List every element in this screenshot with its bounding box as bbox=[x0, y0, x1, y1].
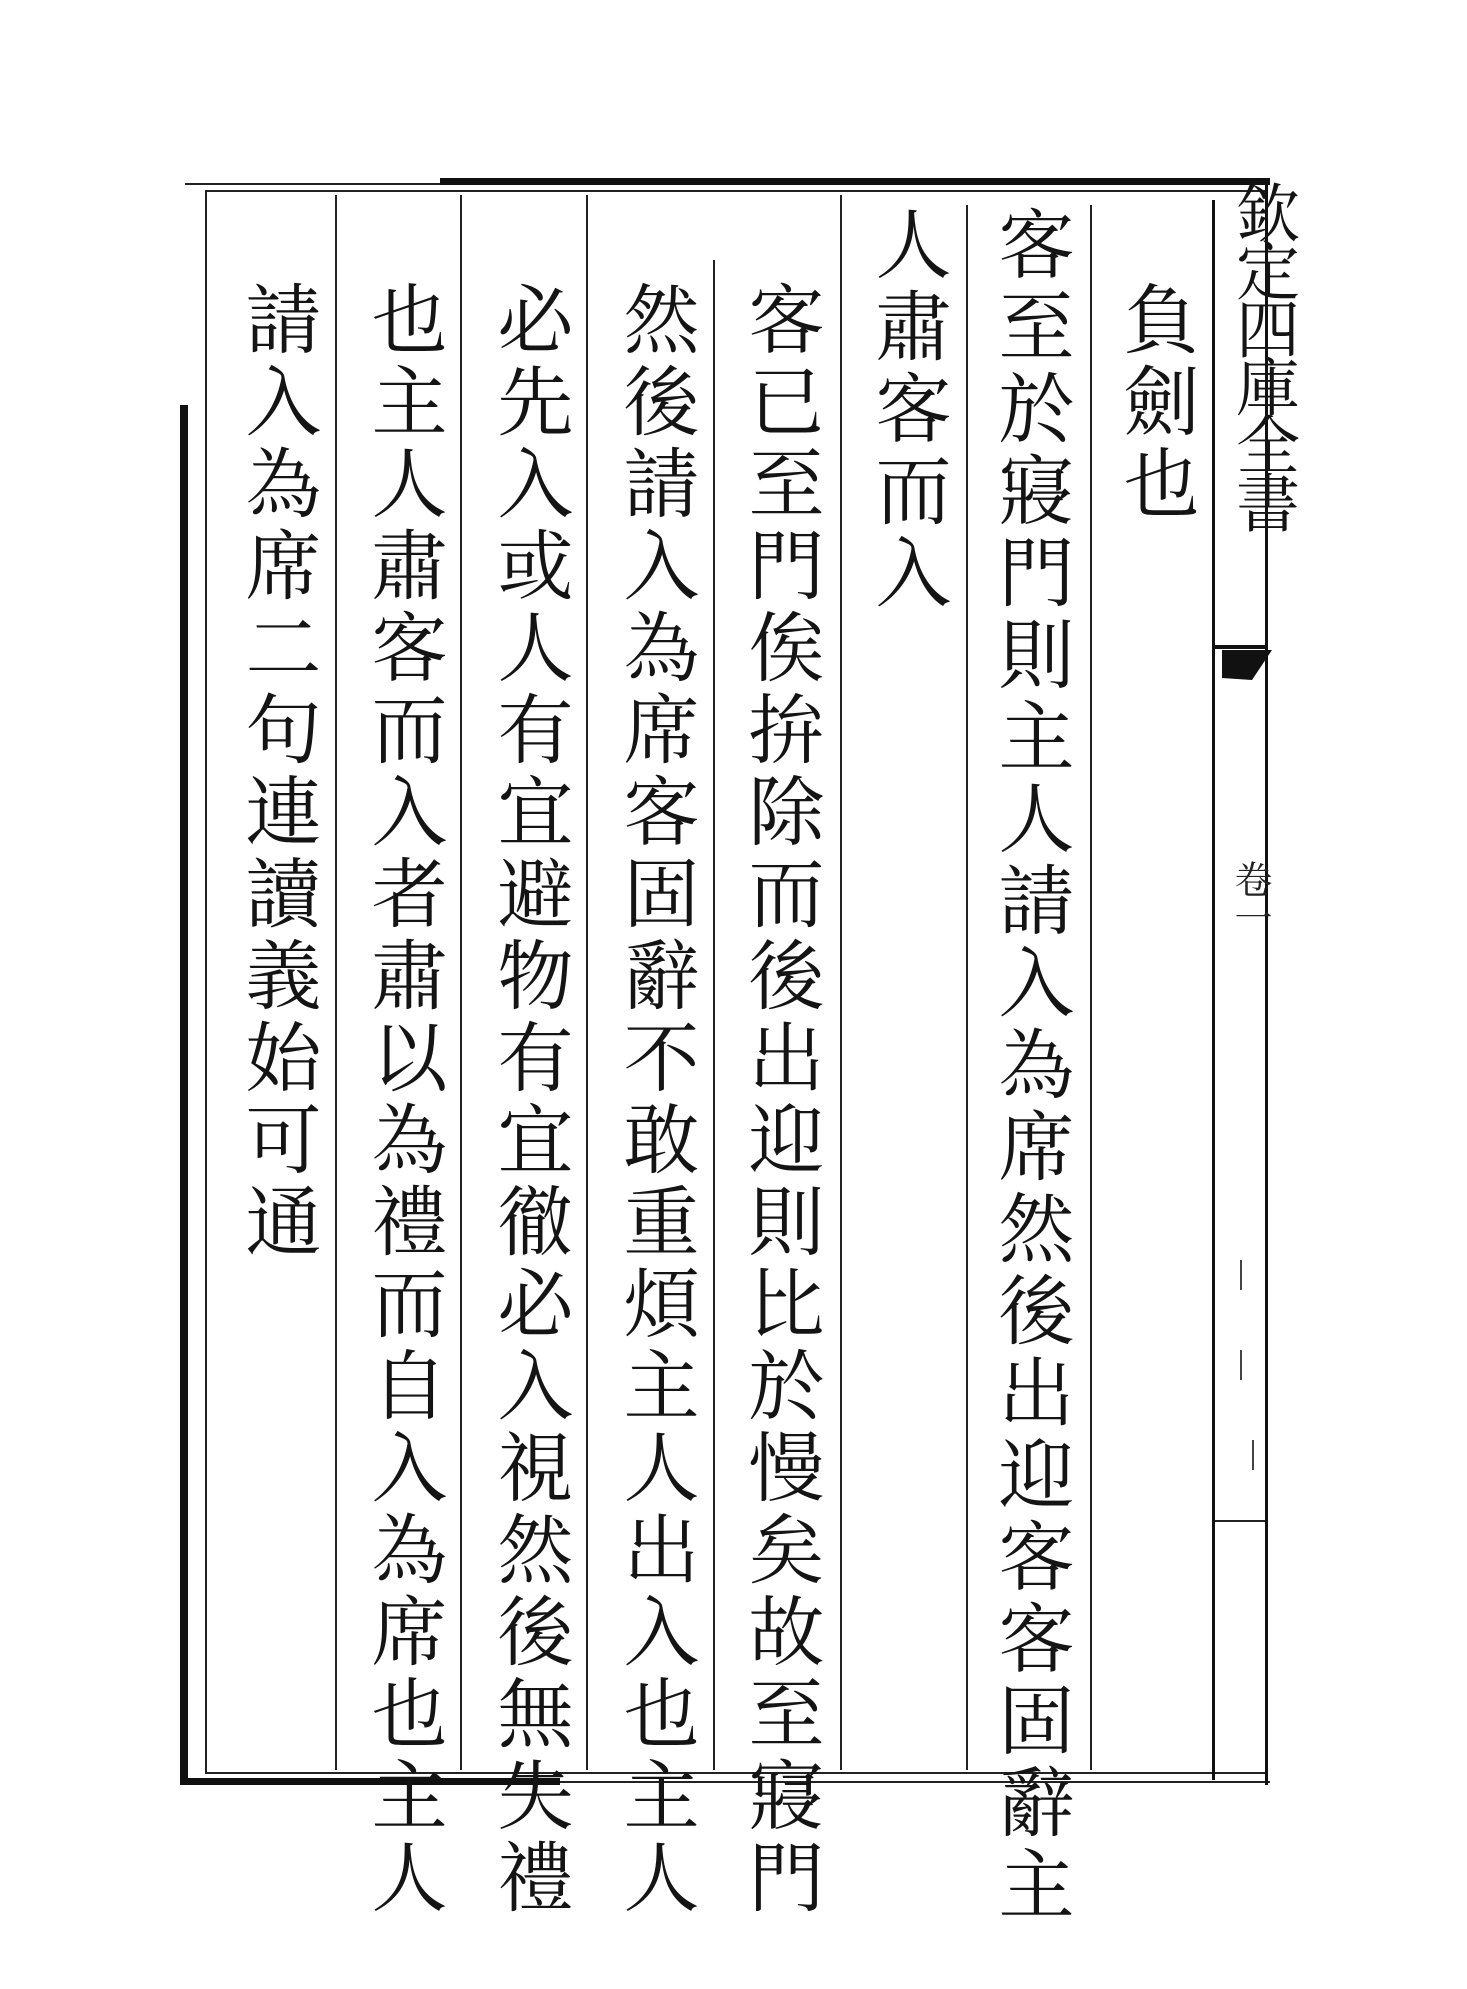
column-text: 人肅客而入 bbox=[863, 205, 952, 615]
column-text: 請入為席二句連讀義始可通 bbox=[233, 280, 322, 1264]
center-bottom-rule bbox=[1215, 1520, 1265, 1522]
column-divider bbox=[966, 205, 968, 1770]
frame-inner-top-rule bbox=[205, 190, 1265, 192]
column-divider bbox=[460, 195, 462, 1770]
center-column-mark bbox=[1240, 1260, 1242, 1290]
frame-top-rule bbox=[440, 178, 1270, 185]
column-divider bbox=[1090, 205, 1092, 1770]
text-column bbox=[222, 280, 332, 1264]
text-column bbox=[600, 280, 710, 1920]
column-text: 也主人肅客而入者肅以為禮而自入為席也主人 bbox=[359, 280, 448, 1920]
column-text: 客已至門俟拚除而後出迎則比於慢矣故至寢門 bbox=[736, 280, 825, 1920]
column-divider bbox=[840, 195, 842, 1770]
text-column bbox=[975, 205, 1085, 1927]
column-text: 必先入或人有宜避物有宜徹必入視然後無失禮 bbox=[485, 280, 574, 1920]
volume-label: 卷一 bbox=[1228, 860, 1272, 936]
text-column bbox=[852, 205, 962, 615]
frame-inner-left-rule bbox=[205, 192, 207, 1772]
center-column-mark bbox=[1240, 1350, 1242, 1380]
center-column-rule bbox=[1212, 200, 1215, 1780]
text-column bbox=[725, 280, 835, 1920]
frame-top-rule-broken bbox=[185, 183, 440, 185]
column-text: 負劍也 bbox=[1111, 280, 1200, 526]
frame-left-rule bbox=[180, 405, 188, 1785]
column-divider bbox=[713, 260, 715, 1770]
text-column bbox=[474, 280, 584, 1920]
center-column-mark bbox=[1252, 1440, 1254, 1470]
text-column bbox=[1100, 280, 1210, 526]
column-text: 客至於寢門則主人請入為席然後出迎客客固辭主 bbox=[986, 205, 1075, 1927]
book-title: 欽定四庫全書 bbox=[1225, 180, 1299, 528]
fish-tail-top-rule bbox=[1215, 645, 1265, 649]
column-text: 然後請入為席客固辭不敢重煩主人出入也主人 bbox=[611, 280, 700, 1920]
column-divider bbox=[586, 195, 588, 1770]
text-column bbox=[348, 280, 458, 1920]
column-divider bbox=[335, 195, 337, 1770]
fish-tail-mark bbox=[1222, 650, 1292, 710]
